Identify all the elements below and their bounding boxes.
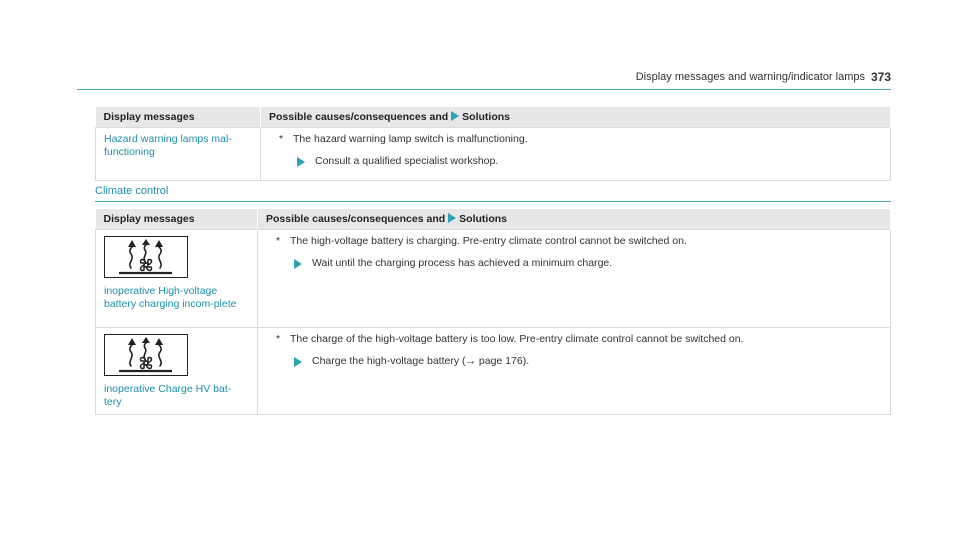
table-row <box>96 127 891 180</box>
message-cell <box>96 327 258 414</box>
section-title: Climate control <box>95 185 169 197</box>
page-header-rule <box>77 89 891 90</box>
climate-heating-fan-icon <box>104 334 188 376</box>
action-line <box>297 155 882 168</box>
col-display-messages: Display messages <box>96 209 258 229</box>
cause-text: The charge of the high-voltage battery is too low. Pre-entry climate control cannot be switched on. <box>290 332 744 345</box>
climate-table <box>95 209 891 415</box>
message-text: inoperative High-voltage battery charging incom-plete <box>104 284 237 310</box>
hazard-table <box>95 107 891 181</box>
col-display-messages: Display messages <box>96 107 261 127</box>
arrow-right-icon <box>448 213 456 223</box>
table-header-row <box>96 107 891 127</box>
arrow-right-icon <box>294 357 302 367</box>
solution-cell <box>258 229 891 327</box>
col-causes-label: Possible causes/consequences and <box>266 212 446 225</box>
page-number: 373 <box>870 70 891 84</box>
page-header-title: Display messages and warning/indicator lamps <box>635 71 865 83</box>
arrow-right-icon <box>297 157 305 167</box>
cause-line <box>276 235 882 248</box>
message-text: inoperative Charge HV bat-tery <box>104 382 232 408</box>
arrow-right-icon <box>451 111 459 121</box>
col-causes-label: Possible causes/consequences and <box>269 110 449 123</box>
solution-cell <box>258 327 891 414</box>
action-line <box>294 355 882 368</box>
asterisk-marker: * <box>279 132 284 145</box>
solution-cell <box>261 127 891 180</box>
col-causes-solutions <box>258 209 891 229</box>
action-text: Charge the high-voltage battery (→ page 176). <box>312 354 530 367</box>
table-row <box>96 327 891 414</box>
action-text: Consult a qualified specialist workshop. <box>315 154 499 167</box>
message-text: Hazard warning lamps mal-functioning <box>104 132 232 158</box>
cause-text: The high-voltage battery is charging. Pre-entry climate control cannot be switched on. <box>290 234 687 247</box>
col-solutions-label: Solutions <box>459 212 508 225</box>
action-text: Wait until the charging process has achieved a minimum charge. <box>312 256 613 269</box>
arrow-right-icon <box>294 259 302 269</box>
asterisk-marker: * <box>276 234 281 247</box>
message-cell <box>96 127 261 180</box>
action-line <box>294 257 882 270</box>
cause-line <box>276 333 882 346</box>
table-header-row <box>96 209 891 229</box>
col-solutions-label: Solutions <box>462 110 511 123</box>
table-row <box>96 229 891 327</box>
message-cell <box>96 229 258 327</box>
climate-heating-fan-icon <box>104 236 188 278</box>
cause-line <box>279 133 882 146</box>
cause-text: The hazard warning lamp switch is malfunctioning. <box>293 132 528 145</box>
asterisk-marker: * <box>276 332 281 345</box>
col-causes-solutions <box>261 107 891 127</box>
section-rule <box>95 201 891 202</box>
